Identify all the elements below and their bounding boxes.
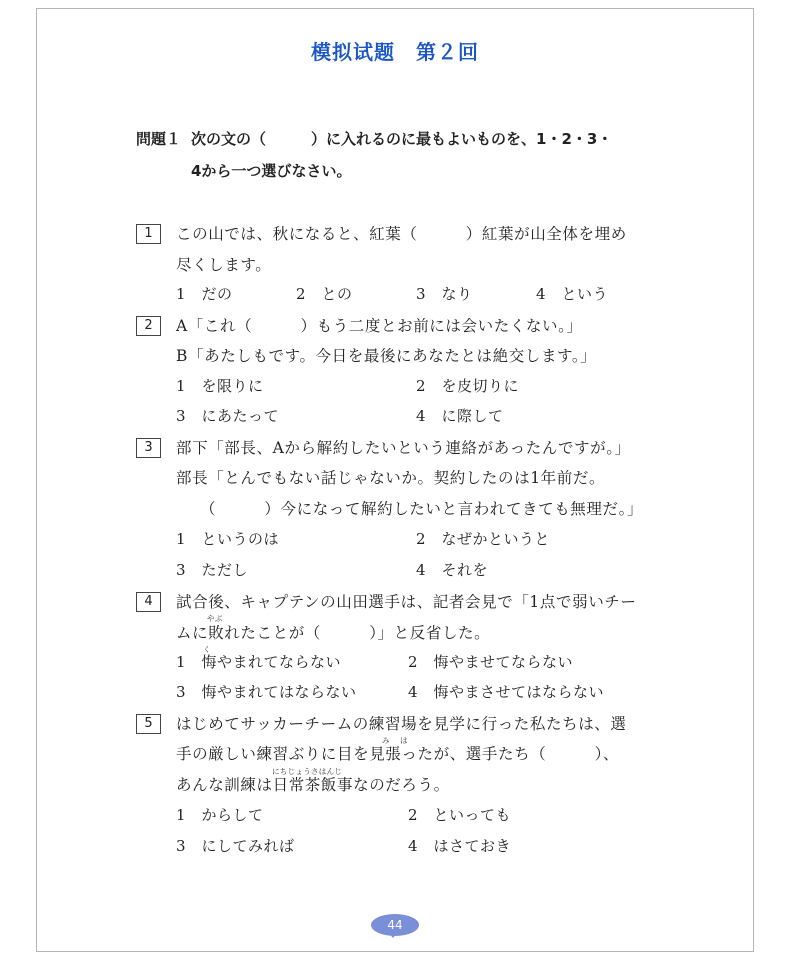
question-3-option-1[interactable]: 1 というのは [176,530,280,548]
question-number-5: 5 [136,714,161,734]
furigana-ha: は [400,736,408,745]
question-1-line-1: この山では、秋になると、紅葉（ ）紅葉が山全体を埋め [176,225,627,243]
question-number-4: 4 [136,592,161,612]
question-4-option-2[interactable]: 2 悔やませてならない [408,653,574,671]
question-1-option-1[interactable]: 1 だの [176,285,233,303]
question-3-option-3[interactable]: 3 ただし [176,561,249,579]
question-1-line-2: 尽くします。 [176,256,272,274]
question-3-option-4[interactable]: 4 それを [416,561,489,579]
question-3-option-2[interactable]: 2 なぜかというと [416,530,551,548]
page-number: 44 [371,914,419,936]
question-5-option-1[interactable]: 1 からして [176,806,264,824]
question-3-line-3: （ ）今になって解約したいと言われてきても無理だ。」 [200,500,644,518]
question-number-3: 3 [136,438,161,458]
question-5-option-2[interactable]: 2 といっても [408,806,512,824]
question-1-option-4[interactable]: 4 という [536,285,609,303]
furigana-mi: み [382,736,390,745]
question-5-option-3[interactable]: 3 にしてみれば [176,837,295,855]
question-4-option-1[interactable]: 1 悔やまれてならない [176,653,342,671]
question-4-option-4[interactable]: 4 悔やまさせてはならない [408,683,605,701]
question-2-option-4[interactable]: 4 に際して [416,407,504,425]
furigana-nichijousahanji: にちじょうさはんじ [272,767,343,776]
question-4-line-1: 試合後、キャプテンの山田選手は、記者会見で「1点で弱いチー [176,593,637,611]
furigana-ku: く [203,645,211,654]
question-number-2: 2 [136,316,161,336]
instruction-label: 問題１ [136,130,182,148]
instruction-line-2: 4から一つ選びなさい。 [191,162,352,180]
question-1-option-2[interactable]: 2 との [296,285,353,303]
question-2-option-3[interactable]: 3 にあたって [176,407,280,425]
question-number-1: 1 [136,224,161,244]
question-3-line-2: 部長「とんでもない話じゃないか。契約したのは1年前だ。 [176,469,606,487]
question-2-line-1: A「これ（ ）もう二度とお前には会いたくない。」 [176,317,583,335]
question-5-line-3: あんな訓練は日常茶飯事なのだろう。 [176,776,450,794]
question-5-line-2: 手の厳しい練習ぶりに目を見張ったが、選手たち（ ）、 [176,745,620,763]
page-title: 模拟试题 第２回 [311,40,479,64]
question-2-option-1[interactable]: 1 を限りに [176,377,264,395]
question-3-line-1: 部下「部長、Aから解約したいという連絡があったんですが。」 [176,439,631,457]
question-4-line-2: ムに敗れたことが（ ）」と反省した。 [176,624,491,642]
instruction-text-1: 次の文の（ ）に入れるのに最もよいものを、1・2・3・ [191,130,613,148]
question-1-option-3[interactable]: 3 なり [416,285,473,303]
furigana-yabu: やぶ [207,614,223,623]
question-2-option-2[interactable]: 2 を皮切りに [416,377,520,395]
question-5-line-1: はじめてサッカーチームの練習場を見学に行った私たちは、選 [176,715,627,733]
question-5-option-4[interactable]: 4 はさておき [408,837,512,855]
question-4-option-3[interactable]: 3 悔やまれてはならない [176,683,357,701]
question-2-line-2: B「あたしもです。今日を最後にあなたとは絶交します。」 [176,347,597,365]
instruction-line-1 [136,128,656,149]
